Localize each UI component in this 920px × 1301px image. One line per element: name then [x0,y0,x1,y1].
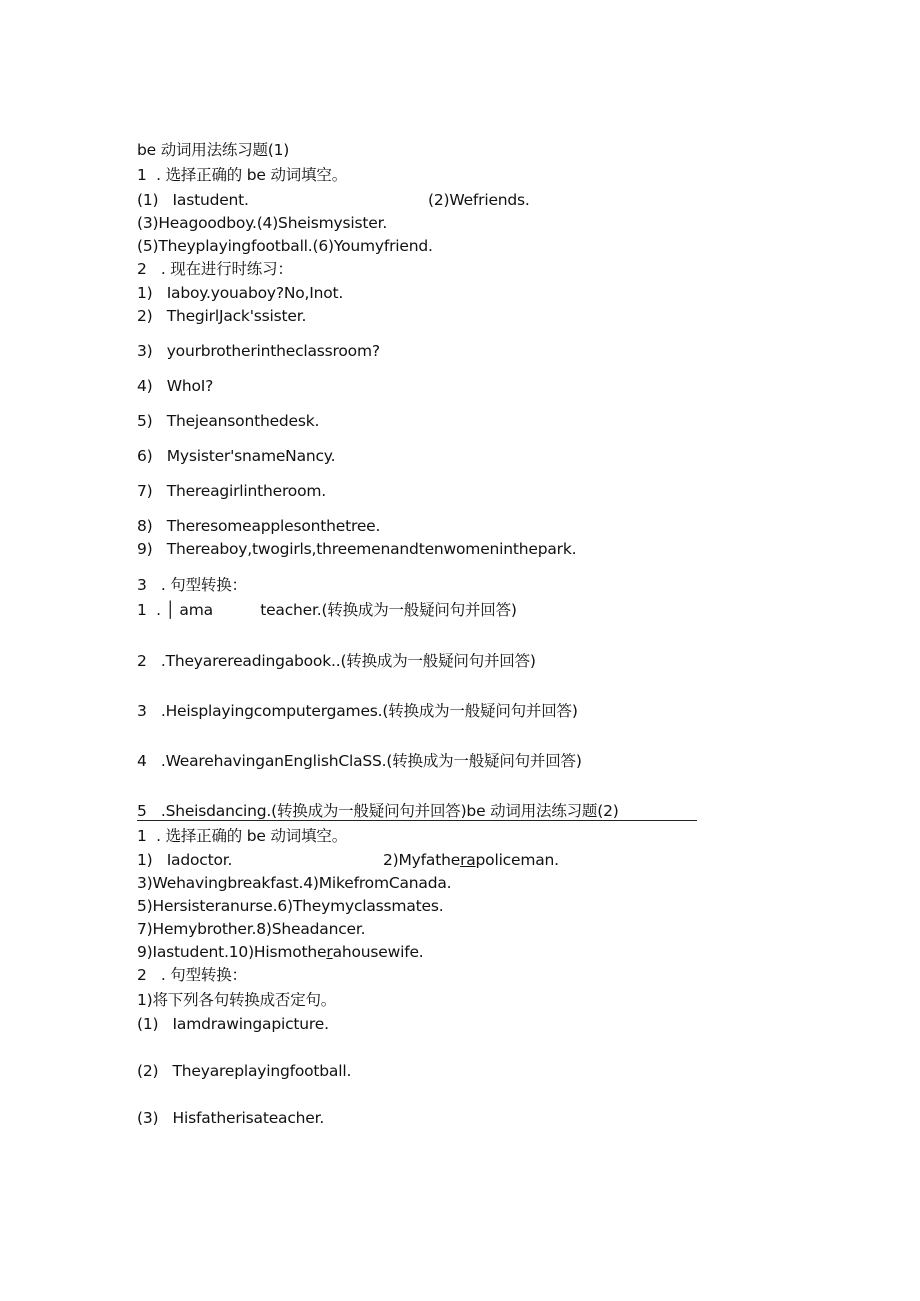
worksheet-title-1: be 动词用法练习题(1) [137,141,290,159]
section-2-heading: 2 . 现在进行时练习： [137,260,293,278]
exercise-line: 1 . │ ama teacher.(转换成为一般疑问句并回答) [137,601,517,619]
exercise-line: (5)Theyplayingfootball.(6)Youmyfriend. [137,237,433,255]
exercise-line: 7) Thereagirlintheroom. [137,482,326,500]
exercise-line: 4) WhoI? [137,377,214,395]
exercise-line: 8) Theresomeapplesonthetree. [137,517,381,535]
divider-line [137,820,697,821]
instruction-line: 1)将下列各句转换成否定句。 [137,991,337,1009]
exercise-line: 5) Thejeansonthedesk. [137,412,320,430]
exercise-line: (3)Heagoodboy.(4)Sheismysister. [137,214,388,232]
exercise-line: (1) Iamdrawingapicture. [137,1015,329,1033]
section-3-heading: 3 . 句型转换： [137,576,247,594]
exercise-line: 1) Iaboy.youaboy?No,Inot. [137,284,344,302]
exercise-line: (2) Theyareplayingfootball. [137,1062,352,1080]
exercise-line: 3) yourbrotherintheclassroom? [137,342,380,360]
exercise-line: 2) ThegirlJack'ssister. [137,307,307,325]
section-2-heading-part-2: 2 . 句型转换： [137,966,247,984]
exercise-line: 9) Thereaboy,twogirls,threemenandtenwomeninthepark. [137,540,577,558]
exercise-line: 3 .Heisplayingcomputergames.(转换成为一般疑问句并回答) [137,702,578,720]
exercise-line: 2 .Theyarereadingabook..(转换成为一般疑问句并回答) [137,652,536,670]
exercise-line: 6) Mysister'snameNancy. [137,447,336,465]
exercise-line: 5)Hersisteranurse.6)Theymyclassmates. [137,897,444,915]
exercise-line: 3)Wehavingbreakfast.4)MikefromCanada. [137,874,452,892]
exercise-line: (1) Iastudent. [137,191,249,209]
exercise-line: (2)Wefriends. [428,191,530,209]
section-1-heading: 1 . 选择正确的 be 动词填空。 [137,166,347,184]
exercise-line: (3) Hisfatherisateacher. [137,1109,325,1127]
exercise-line: 9)Iastudent.10)Hismotherahousewife. [137,943,424,961]
exercise-line: 2)Myfatherapoliceman. [383,851,559,869]
exercise-line: 4 .WearehavinganEnglishClaSS.(转换成为一般疑问句并回答) [137,752,582,770]
exercise-line-with-title-2: 5 .Sheisdancing.(转换成为一般疑问句并回答)be 动词用法练习题(2) [137,802,619,820]
section-1-heading-part-2: 1 . 选择正确的 be 动词填空。 [137,827,347,845]
exercise-line: 1) Iadoctor. [137,851,233,869]
exercise-line: 7)Hemybrother.8)Sheadancer. [137,920,366,938]
